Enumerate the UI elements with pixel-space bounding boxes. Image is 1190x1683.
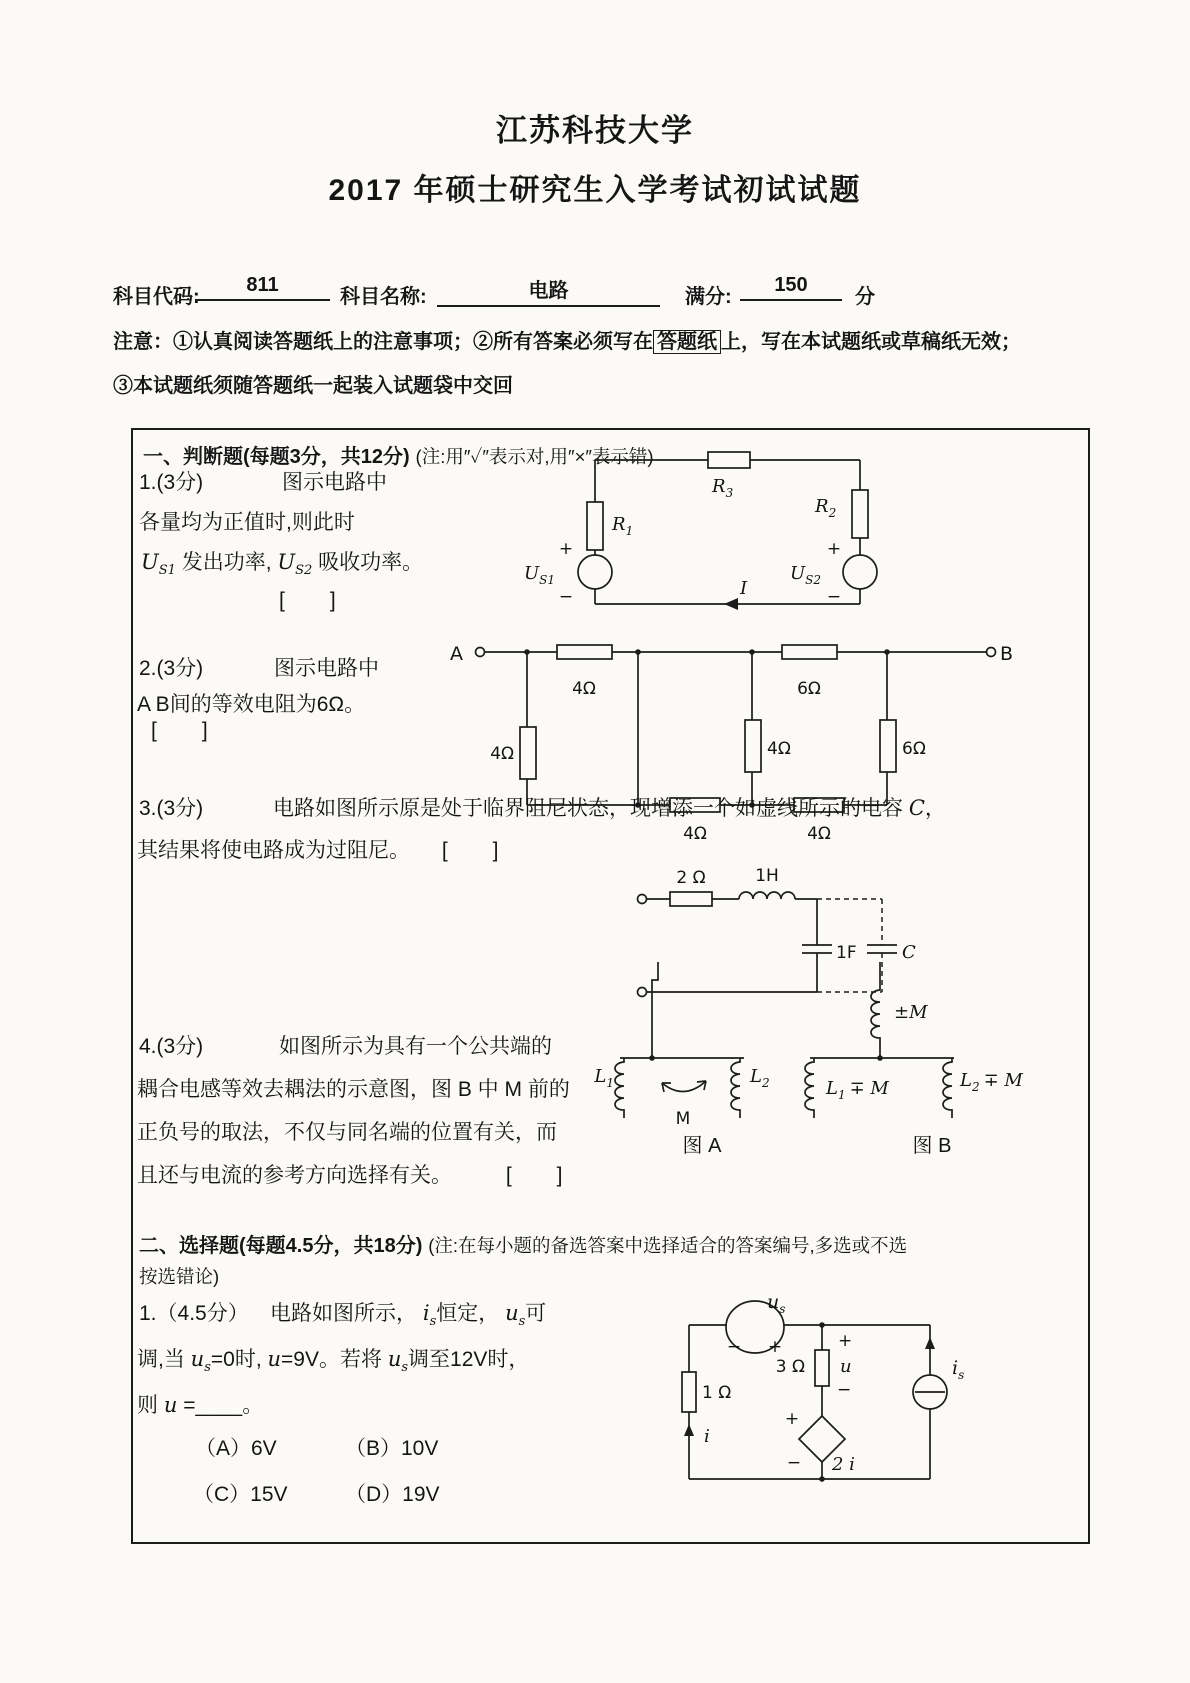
answer-blank: ____ (195, 1394, 243, 1417)
resistor-r3 (708, 452, 750, 468)
figB-node-dot (877, 1055, 883, 1061)
label-1f: 1F (836, 943, 857, 963)
full-score-unit: 分 (855, 286, 875, 308)
section1-title: 一、判断题(每题3分，共12分) (143, 446, 410, 468)
q4-text-line4: 且还与电流的参考方向选择有关。 [ ] (137, 1164, 564, 1187)
label-r2: $R_2$ (815, 496, 837, 520)
coil-l1-minus-m (805, 1058, 814, 1118)
voltage-source-us2 (843, 555, 877, 589)
resistor-2ohm (670, 892, 712, 906)
section2-heading (139, 1229, 907, 1258)
q2-text-line1: 图示电路中 (274, 657, 379, 680)
option-c: （C）15V (193, 1483, 288, 1506)
figA-node-dot (649, 1055, 655, 1061)
option-b: （B）10V (345, 1437, 439, 1460)
figA-caption: 图 A (682, 1135, 722, 1157)
q4-answer-bracket: [ ] (505, 1164, 564, 1187)
figB-caption: 图 B (912, 1135, 952, 1157)
q2-number: 2.(3分) (139, 657, 204, 680)
terminal-a (476, 648, 485, 657)
label-2i: 2 i (832, 1454, 855, 1475)
var-us2: $U_{S2}$ (277, 550, 313, 579)
notice-label: 注意： (113, 331, 173, 353)
full-score-label: 满分: (685, 286, 732, 308)
u-minus-sign: − (837, 1380, 852, 1400)
var-us-2: $u_s$ (190, 1347, 211, 1376)
resistor-mid-4ohm (745, 720, 761, 772)
label-right-6ohm: 6Ω (902, 739, 926, 759)
resistor-3ohm (815, 1350, 829, 1386)
us-minus-sign: − (726, 1337, 742, 1357)
inductor-1h (739, 892, 795, 899)
section2-title: 二、选择题(每题4.5分，共18分) (139, 1235, 423, 1257)
label-terminal-a: A (450, 643, 463, 665)
q4-number: 4.(3分) (139, 1035, 204, 1058)
full-score-value: 150 (740, 274, 842, 301)
var-us1: $U_{S1}$ (141, 550, 176, 579)
us1-plus-sign: + (558, 539, 574, 559)
q2-answer-bracket: [ ] (151, 719, 209, 742)
option-d: （D）19V (345, 1483, 440, 1506)
label-u: u (840, 1356, 852, 1377)
coil-l1 (615, 1058, 624, 1118)
subject-code-value: 811 (195, 274, 330, 301)
var-c: C (908, 796, 925, 820)
subject-code-label: 科目代码: (113, 286, 200, 308)
q3-text-line1: 电路如图所示原是处于临界阻尼状态，现增添一个如虚线所示的电容 C， (273, 796, 946, 820)
exam-title: 2017 年硕士研究生入学考试初试试题 (328, 174, 862, 207)
q3-number: 3.(3分) (139, 797, 204, 820)
var-us-3: $u_s$ (387, 1347, 409, 1376)
label-1ohm: 1 Ω (702, 1383, 732, 1403)
q2-text-line2: A B间的等效电阻为6Ω。 (137, 693, 366, 716)
university-name: 江苏科技大学 (496, 113, 694, 148)
label-m: M (675, 1109, 691, 1129)
q1-answer-bracket: [ ] (279, 589, 337, 612)
current-is-arrow (925, 1337, 935, 1349)
notice-line-2: ③本试题纸须随答题纸一起装入试题袋中交回 (113, 375, 513, 397)
label-3ohm: 3 Ω (775, 1357, 805, 1377)
terminal-top (638, 895, 647, 904)
section2-note1: (注:在每小题的备选答案中选择适合的答案编号,多选或不选 (428, 1235, 908, 1256)
label-bottom2-4ohm: 4Ω (807, 824, 831, 844)
label-1h: 1H (755, 866, 779, 886)
label-top-6ohm: 6Ω (797, 679, 821, 699)
label-r3: $R_3$ (712, 476, 734, 500)
label-us: $u_s$ (767, 1291, 786, 1316)
resistor-left-4ohm (520, 727, 536, 779)
q2-wires (485, 652, 987, 805)
label-i: i (704, 1426, 710, 1447)
section1-note: (注:用″✓″表示对,用″×″表示错) (415, 446, 654, 467)
label-l2-minus-m: $L_2 \mp M$ (960, 1070, 1023, 1094)
label-c: C (902, 942, 916, 963)
label-us1: $U_{S1}$ (524, 563, 556, 587)
node-dot-top (819, 1322, 825, 1328)
option-a: （A）6V (195, 1437, 277, 1460)
q4-text-line1: 如图所示为具有一个公共端的 (279, 1035, 552, 1058)
s2q1-text-line2: 调,当 $u_s=0$时, u=9V。若将 $u_s$调至12V时， (137, 1347, 530, 1376)
resistor-1ohm (682, 1372, 696, 1412)
section2-note2: 按选错论) (139, 1266, 220, 1287)
q1-text-line2: 各量均为正值时,则此时 (139, 511, 355, 534)
dep-plus-sign: + (784, 1409, 800, 1429)
label-left-4ohm: 4Ω (490, 744, 514, 764)
q1-number: 1.(3分) (139, 471, 204, 494)
q4-text-line3: 正负号的取法，不仅与同名端的位置有关，而 (137, 1121, 557, 1144)
label-terminal-b: B (1000, 643, 1014, 665)
u-plus-sign: + (838, 1331, 853, 1351)
q3-answer-bracket: [ ] (441, 839, 500, 862)
label-is: $i_s$ (952, 1357, 965, 1382)
s2q1-number: 1.（4.5分） (139, 1302, 249, 1325)
resistor-r1 (587, 502, 603, 550)
coil-l2-minus-m (943, 1058, 952, 1118)
label-top-4ohm: 4Ω (572, 679, 596, 699)
q1-circuit-figure (512, 442, 902, 622)
label-plus-minus-m: ±M (894, 1002, 928, 1023)
s2q1-circuit-figure (642, 1292, 1002, 1502)
questions-box (131, 428, 1090, 1544)
q1-text-line3: $U_{S1}$ 发出功率, $U_{S2}$ 吸收功率。 (141, 550, 424, 579)
label-l1: $L_1$ (594, 1066, 614, 1090)
resistor-top-4ohm (557, 645, 612, 659)
subject-name-value: 电路 (437, 274, 660, 307)
resistor-r2 (852, 490, 868, 538)
q3-text-line2: 其结果将使电路成为过阻尼。 [ ] (137, 839, 500, 862)
resistor-top-6ohm (782, 645, 837, 659)
resistor-right-6ohm (880, 720, 896, 772)
label-l1-minus-m: $L_1 \mp M$ (826, 1078, 889, 1102)
label-bottom1-4ohm: 4Ω (683, 824, 707, 844)
q2-junction-dots (524, 649, 890, 808)
coil-pm-m (871, 988, 880, 1058)
label-us2: $U_{S2}$ (790, 563, 822, 587)
label-2ohm: 2 Ω (676, 868, 706, 888)
s2q1-text-line1: 电路如图所示， $i_s$恒定， $u_s$可 (270, 1301, 547, 1330)
q4-decoupling-figure (582, 952, 1022, 1167)
voltage-source-us1 (578, 555, 612, 589)
label-mid-4ohm: 4Ω (767, 739, 791, 759)
us2-plus-sign: + (826, 539, 842, 559)
us1-minus-sign: − (558, 587, 574, 607)
q4-text-line2: 耦合电感等效去耦法的示意图，图 B 中 M 前的 (137, 1078, 570, 1101)
current-arrow (724, 598, 738, 610)
terminal-b (987, 648, 996, 657)
figA-wires (615, 962, 744, 1118)
label-current-i: I (740, 578, 748, 599)
us2-minus-sign: − (826, 587, 842, 607)
answer-sheet-boxed-word: 答题纸 (653, 330, 721, 354)
q1-text-line1: 图示电路中 (282, 471, 387, 494)
var-u: u (267, 1347, 282, 1371)
coil-l2 (731, 1058, 740, 1118)
us-plus-sign: + (767, 1337, 783, 1357)
var-is-1: $i_s$ (422, 1301, 437, 1330)
var-u-2: u (163, 1393, 178, 1417)
notice-line-1: 注意：①认真阅读答题纸上的注意事项；②所有答案必须写在 答题纸 上，写在本试题纸或草稿纸无效； (113, 331, 1021, 353)
node-dot-bottom (819, 1476, 825, 1482)
dep-minus-sign: − (786, 1453, 802, 1473)
var-us-1: $u_s$ (505, 1301, 526, 1330)
s2q1-text-line3: 则 u =____。 (137, 1393, 264, 1417)
label-r1: $R_1$ (612, 514, 634, 538)
current-i-arrow (684, 1424, 694, 1436)
label-l2: $L_2$ (750, 1066, 770, 1090)
subject-name-label: 科目名称: (340, 286, 427, 308)
